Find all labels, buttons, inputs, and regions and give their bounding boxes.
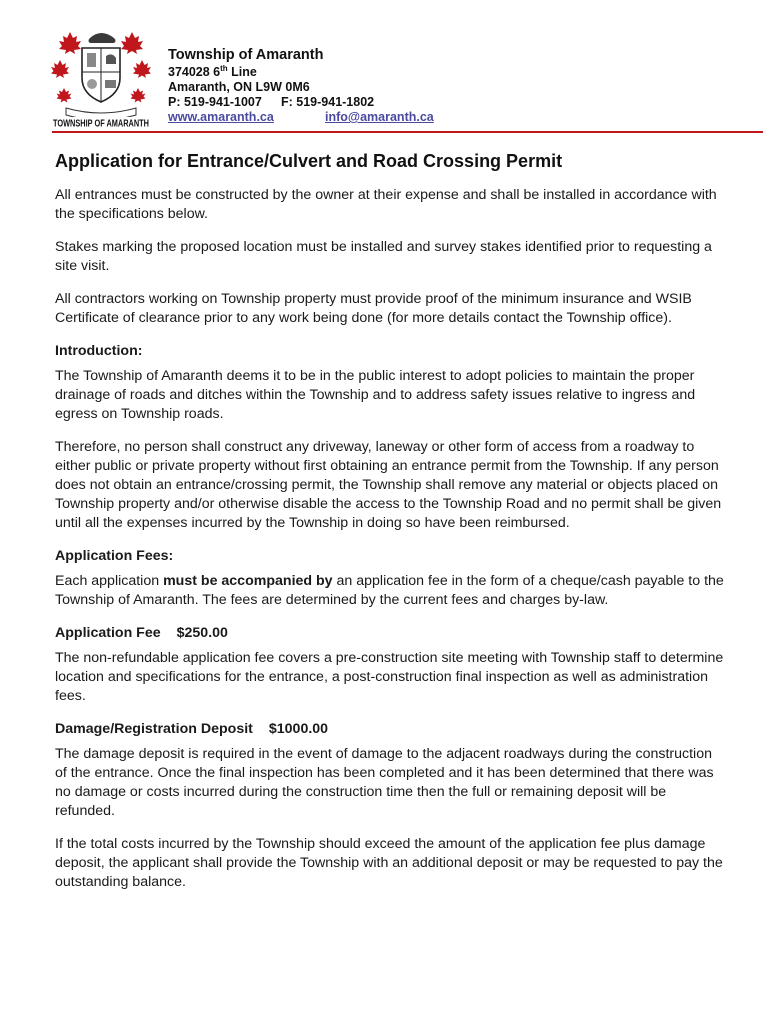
phone-fax-row xyxy=(168,95,375,110)
website-link[interactable]: www.amaranth.ca xyxy=(168,110,274,124)
deposit-paragraph: The damage deposit is required in the event of damage to the adjacent roadways during the construction of the entrance. Once the final inspection has been completed and it has been determined that there was no damage or costs incurred during the construction time then the full or remaining deposit will be refunded. xyxy=(55,746,714,819)
application-fee-paragraph: The non-refundable application fee covers a pre-construction site meeting with Township staff to determine location and specifications for the entrance, a post-construction final inspection as well as administration fees. xyxy=(55,650,724,704)
letterhead xyxy=(0,0,770,135)
email-link[interactable]: info@amaranth.ca xyxy=(325,110,434,124)
intro-paragraph: All contractors working on Township property must provide proof of the minimum insurance and WSIB Certificate of clearance prior to any work being done (for more details contact the Township office). xyxy=(55,291,692,326)
application-fee-amount: $250.00 xyxy=(176,625,228,641)
street-address: 374028 6th Line xyxy=(168,63,257,79)
intro-paragraph: All entrances must be constructed by the owner at their expense and shall be installed in accordance with the specifications below. xyxy=(55,187,717,222)
deposit-label: Damage/Registration Deposit xyxy=(55,721,253,737)
township-crest-logo xyxy=(52,24,150,128)
fees-emphasis: must be accompanied by xyxy=(163,573,333,589)
document-body xyxy=(55,150,725,906)
deposit-amount: $1000.00 xyxy=(268,721,329,737)
application-fee-label: Application Fee xyxy=(55,625,161,641)
deposit-paragraph: If the total costs incurred by the Township should exceed the amount of the application fee plus damage deposit, the applicant shall provide the Township with an additional deposit or may be requested to pay the outstanding balance. xyxy=(55,836,723,890)
introduction-paragraph: The Township of Amaranth deems it to be in the public interest to adopt policies to maintain the proper drainage of roads and ditches within the Township and to address safety issues relative to ingress and egress on Township roads. xyxy=(55,368,696,422)
links-row xyxy=(168,110,434,125)
application-fee-heading xyxy=(55,624,725,643)
introduction-paragraph: Therefore, no person shall construct any driveway, laneway or other form of access from a roadway to either public or private property without first obtaining an entrance permit from the Township. If any person does not obtain an entrance/crossing permit, the Township shall remove any material or objects placed on Township property and/or otherwise disable the access to the Township Road and no permit shall be given until all the expenses incurred by the Township in doing so have been reimbursed. xyxy=(55,439,722,531)
phone-number: P: 519-941-1007 xyxy=(168,95,262,109)
city-postal: Amaranth, ON L9W 0M6 xyxy=(168,80,310,94)
document-title: Application for Entrance/Culvert and Road Crossing Permit xyxy=(55,151,563,171)
org-name: Township of Amaranth xyxy=(168,47,324,63)
intro-paragraph: Stakes marking the proposed location must be installed and survey stakes identified prior to requesting a site visit. xyxy=(55,239,712,274)
fees-paragraph: Each application must be accompanied by an application fee in the form of a cheque/cash payable to the Township of Amaranth. The fees are determined by the current fees and charges by-law. xyxy=(55,573,724,608)
deposit-heading xyxy=(55,720,725,739)
header-divider xyxy=(52,131,763,133)
svg-text:TOWNSHIP OF AMARANTH: TOWNSHIP OF AMARANTH xyxy=(53,118,149,130)
introduction-heading: Introduction: xyxy=(55,343,143,359)
contact-block xyxy=(168,46,434,125)
fees-heading: Application Fees: xyxy=(55,548,174,564)
fax-number: F: 519-941-1802 xyxy=(281,95,375,109)
